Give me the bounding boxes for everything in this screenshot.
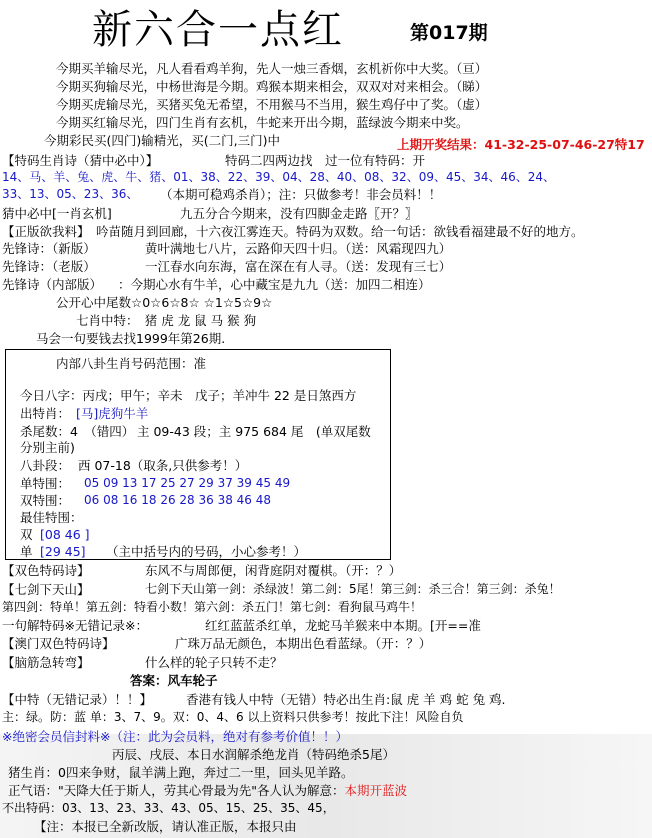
shawei-value: 主 09-43 段；主 975 684 尾 (单双尾数 — [137, 424, 371, 439]
poem-line: 今期买虎输尽光，买猪买兔无希望，不用猴马不当用，猴生鸡仔中了奖。（虚） — [56, 97, 488, 112]
shawei-label: 杀尾数：4 （错四） — [20, 424, 135, 439]
poem-line: 今期买狗输尽光，中杨世海是今期。鸡猴本期来相会，双双对对来相会。（睇） — [56, 79, 488, 94]
box-bazi: 今日八字：丙戌；甲午；辛未 戊子；羊冲牛 22 是日煞西方 — [20, 388, 357, 403]
poem-line: 今期彩民买(四门)输精光，买(二门,三门)中 — [44, 133, 280, 148]
issue-number: 第017期 — [410, 22, 488, 44]
mahui: 马会一句要钱去找1999年第26期. — [36, 331, 226, 346]
page-title: 新六合一点红 — [92, 7, 344, 53]
zhengshi — [8, 783, 407, 798]
xianfeng-label: 先锋诗（内部版） — [2, 277, 103, 292]
zhongte-text: 香港有钱人中特（无错）特必出生肖:鼠 虎 羊 鸡 蛇 兔 鸡. — [186, 692, 506, 707]
box-head: 内部八卦生肖号码范围：准 — [56, 356, 207, 371]
buchu: 不出特码：03、13、23、33、43、05、15、25、35、45， — [2, 801, 335, 815]
dan2-note: （主中括号内的号码，小心参考！） — [106, 544, 307, 559]
zhongte-label: 【中特（无错记录）！！】 — [2, 692, 153, 707]
zhusheng: 猪生肖：0四来争财，鼠羊满上跑，奔过二一里，回头见羊路。 — [8, 765, 354, 780]
qijian-line1: 七剑下天山第一剑：杀绿波！第二剑：5尾！第三剑：杀三合！第三剑：杀兔！ — [145, 582, 561, 596]
shuang-value: 06 08 16 18 26 28 36 38 46 48 — [84, 493, 272, 507]
shawei-note: 分别主前) — [20, 440, 75, 455]
naojin-label: 【脑筋急转弯】 — [2, 655, 90, 670]
huiyuan — [2, 729, 348, 744]
guess-text: 九五分合今期来，没有四脚金走路〖开？〗 — [180, 206, 418, 221]
texiao-hint: 特码二四两边找 过一位有特码：开 — [225, 153, 426, 168]
last-result: 上期开奖结果：41-32-25-07-46-27特17 — [397, 137, 645, 152]
yima-label: 一句解特码※无错记录※： — [2, 618, 148, 633]
shuang2-label: 双 — [20, 527, 33, 542]
qijian-line2: 第四剑：特单！第五剑：特看小数！第六剑：杀五门！第七剑：看狗鼠马鸡牛！ — [2, 600, 423, 614]
zhengshi-red: 本期开蓝波 — [344, 783, 408, 798]
xianfeng-label: 先锋诗：（老版） — [2, 259, 96, 274]
qijian-label: 【七剑下天山】 — [2, 582, 90, 597]
footer-note: 【注：本报已全新改版，请认准正版，本报只由 — [34, 819, 297, 834]
bagua-box — [5, 349, 391, 560]
dan-value: 05 09 13 17 25 27 29 37 39 45 49 — [84, 476, 291, 490]
shuangse-text: 东风不与周郎便，闲背庭阴对覆棋。（开：？） — [145, 563, 402, 578]
zhongwei: 公开心中尾数☆0☆6☆8☆ ☆1☆5☆9☆ — [56, 295, 273, 310]
huiyuan-text: ※绝密会员信封料※（注：此为会员料，绝对有参考价值！！） — [2, 729, 348, 744]
best-label: 最佳特围： — [20, 510, 83, 525]
texiao-note: （本期可稳鸡杀肖）；注：只做参考！非会员料！！ — [160, 187, 442, 202]
bingchen: 丙辰、戌辰、本日水润解杀绝龙肖（特码绝杀5尾） — [112, 747, 395, 762]
naojin-text: 什么样的轮子只转不走？ — [145, 655, 283, 670]
dan-label: 单特围： — [20, 476, 71, 491]
poem-line: 今期买红输尽光，四门生肖有玄机，牛蛇来开出今期，蓝绿波今期来中奖。 — [56, 115, 469, 130]
guess-label: 猜中必中[一肖玄机] — [2, 206, 112, 221]
qixiao: 七肖中特： 猪 虎 龙 鼠 马 猴 狗 — [76, 313, 257, 328]
answer: 答案：风车轮子 — [130, 673, 218, 688]
texiao-numbers: 33、13、05、23、36、 — [2, 187, 139, 201]
zhengshi-text: "天降大任于斯人，劳其心骨最为先"各人认为解意： — [58, 783, 345, 798]
chute-value: [马]虎狗牛羊 — [76, 406, 149, 421]
xianfeng-text: ：今期心水有牛羊，心中藏宝是九九（送：加四二相连） — [118, 277, 431, 292]
xianfeng-text: 黄叶满地七八片，云路仰天四十归。（送：风霜现四九） — [145, 241, 452, 256]
xianfeng-label: 先锋诗：（新版） — [2, 241, 96, 256]
dan2-label: 单 — [20, 544, 33, 559]
dan2-value: [29 45] — [40, 544, 86, 559]
shuangse-label: 【双色特码诗】 — [2, 563, 90, 578]
zhengshi-label: 正气语： — [8, 783, 59, 798]
bagua-value: 西 07-18（取条,只供参考！） — [78, 458, 248, 473]
poem-line: 今期买羊输尽光，凡人看看鸡羊狗，先人一烛三香烟，玄机祈你中大奖。（亘） — [56, 61, 488, 76]
bagua-label: 八卦段： — [20, 458, 71, 473]
chute-label: 出特肖： — [20, 406, 71, 421]
texiao-numbers: 14、马、羊、兔、虎、牛、猪、01、38、22、39、04、28、40、08、32、09、45、34、46、24、 — [2, 170, 556, 184]
zhulv: 主：绿。防：蓝 单：3、7、9。双：0、4、6 以上资料只供参考！按此下注！风险自负 — [2, 710, 464, 724]
shuang2-value: [08 46 ] — [40, 527, 90, 542]
zhengban-label: 【正版欲我料】 — [2, 224, 90, 239]
yima-text: 红红蓝蓝杀红单，龙蛇马羊猴来中本期。[开==准 — [205, 618, 481, 633]
shuang-label: 双特围： — [20, 493, 71, 508]
texiao-label: 【特码生肖诗（猜中必中）】 — [2, 153, 159, 168]
aomen-label: 【澳门双色特码诗】 — [2, 636, 115, 651]
xianfeng-text: 一江春水向东海，富在深在有人寻。（送：发现有三七） — [145, 259, 452, 274]
aomen-text: 广珠万品无颜色，本期出色看蓝绿。（开：？） — [175, 636, 432, 651]
zhengban-text: 吟苗随月到回廊，十六夜江雾连天。特码为双数。给一句话：欲钱看福建最不好的地方。 — [96, 224, 584, 239]
